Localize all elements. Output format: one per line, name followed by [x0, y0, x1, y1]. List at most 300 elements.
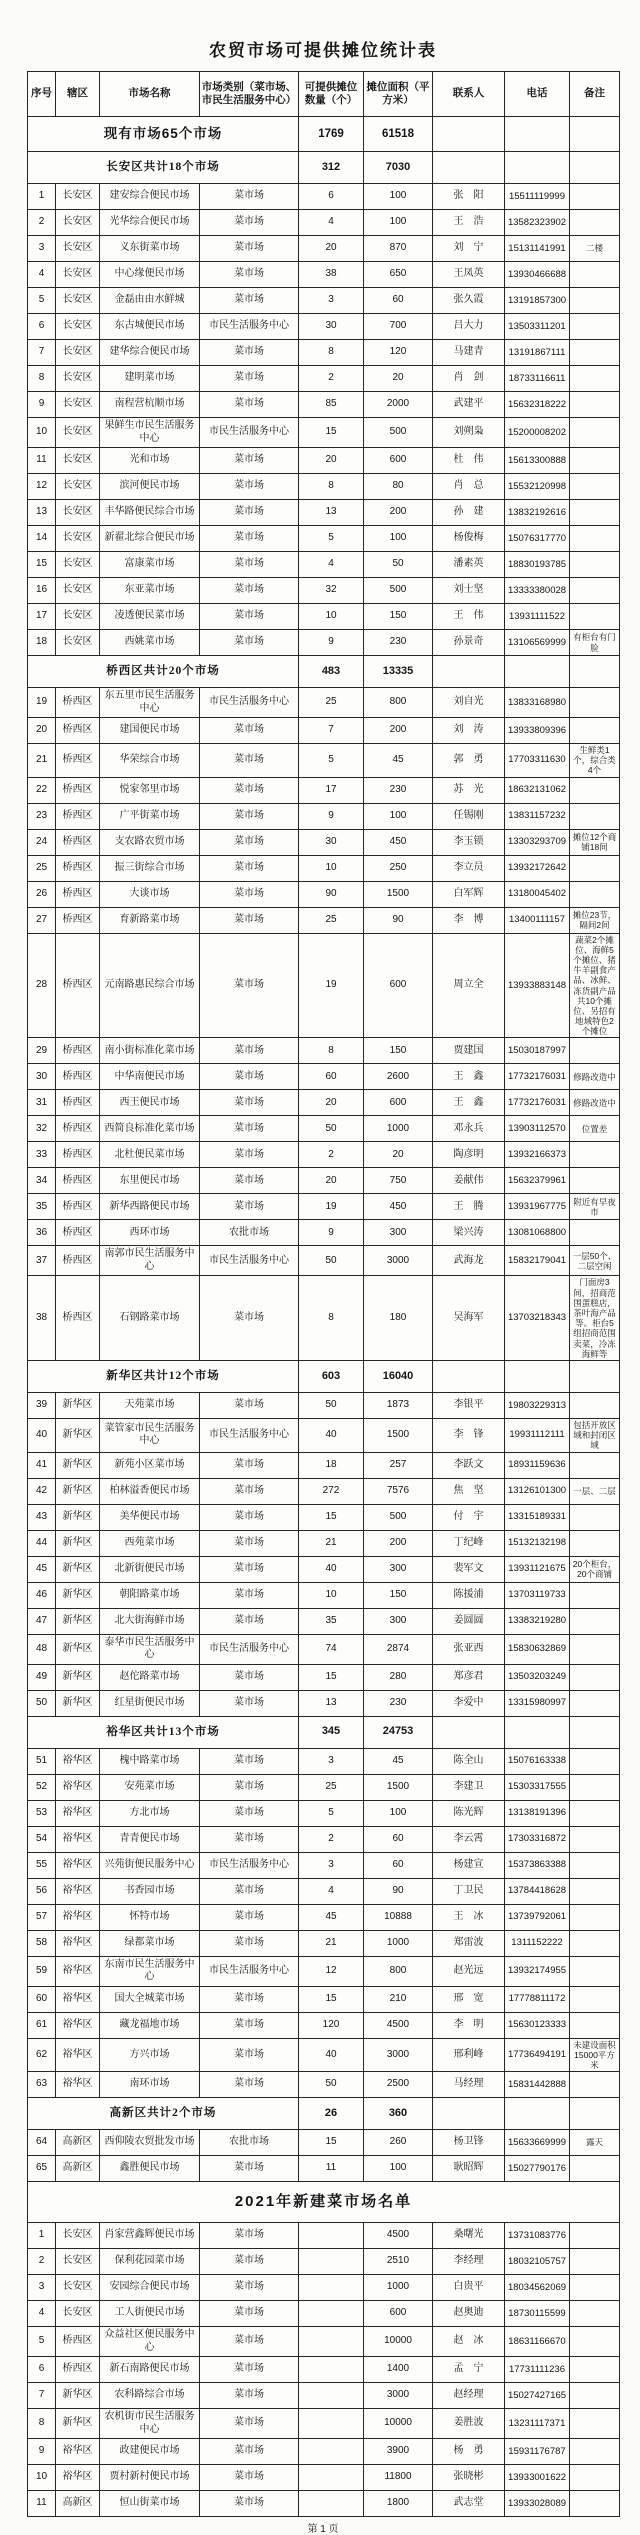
- cell-phone-empty: [505, 2098, 570, 2130]
- cell-district: 长安区: [56, 630, 100, 656]
- cell-phone: 13932174955: [505, 1956, 570, 1986]
- column-header-category: 市场类别（菜市场、市民生活服务中心）: [200, 72, 299, 117]
- cell-market-name: 支农路农贸市场: [100, 829, 200, 855]
- cell-category: 市民生活服务中心: [200, 314, 299, 340]
- cell-no: 25: [28, 855, 56, 881]
- cell-phone: 15030187997: [505, 1038, 570, 1064]
- cell-stall-count: 20: [299, 236, 364, 262]
- cell-district: 桥西区: [56, 1142, 100, 1168]
- table-row: [28, 552, 620, 578]
- cell-contact: 王 鑫: [433, 1090, 505, 1116]
- cell-market-name: 西姚菜市场: [100, 630, 200, 656]
- table-row: [28, 314, 620, 340]
- cell-stall-count: 272: [299, 1478, 364, 1504]
- cell-stall-count: 18: [299, 1452, 364, 1478]
- cell-market-name: 红星街便民市场: [100, 1690, 200, 1716]
- table-row: [28, 1826, 620, 1852]
- cell-category: 市民生活服务中心: [200, 1246, 299, 1276]
- cell-note: 位置差: [570, 1116, 620, 1142]
- table-row: [28, 2275, 620, 2301]
- cell-stall-area: 11800: [364, 2465, 433, 2491]
- table-row: [28, 474, 620, 500]
- cell-market-name: 东古城便民市场: [100, 314, 200, 340]
- table-row: [28, 2130, 620, 2156]
- cell-phone: 15630123333: [505, 2012, 570, 2038]
- cell-phone-empty: [505, 1716, 570, 1748]
- cell-stall-area: 100: [364, 184, 433, 210]
- cell-no: 27: [28, 907, 56, 933]
- cell-no: 44: [28, 1530, 56, 1556]
- table-row: [28, 1142, 620, 1168]
- cell-no: 40: [28, 1418, 56, 1452]
- cell-category: 菜市场: [200, 2249, 299, 2275]
- cell-no: 2: [28, 2249, 56, 2275]
- cell-phone: 17778811172: [505, 1986, 570, 2012]
- cell-stall-count: 9: [299, 803, 364, 829]
- cell-market-name: 恒山街菜市场: [100, 2491, 200, 2517]
- cell-contact: 李建卫: [433, 1774, 505, 1800]
- cell-note: 蔬菜2个摊位、海鲜5个摊位、猪牛羊副食产品、冰鲜、冻货副产品共10个摊位、另招有地域特色2个摊位: [570, 933, 620, 1038]
- cell-stall-area: 60: [364, 288, 433, 314]
- cell-market-name: 肖家营鑫辉便民市场: [100, 2223, 200, 2249]
- cell-note: [570, 210, 620, 236]
- cell-market-name: 中心缘便民市场: [100, 262, 200, 288]
- cell-stall-area: 500: [364, 418, 433, 448]
- cell-stall-area: 600: [364, 933, 433, 1038]
- cell-stall-count: 4: [299, 552, 364, 578]
- cell-district: 新华区: [56, 1478, 100, 1504]
- cell-note-empty: [570, 152, 620, 184]
- cell-no: 35: [28, 1194, 56, 1220]
- group-label: 长安区共计18个市场: [28, 152, 299, 184]
- cell-market-name: 保利花园菜市场: [100, 2249, 200, 2275]
- cell-stall-area: 500: [364, 578, 433, 604]
- cell-contact-empty: [433, 1360, 505, 1392]
- cell-no: 42: [28, 1478, 56, 1504]
- cell-contact-empty: [433, 1716, 505, 1748]
- table-row: [28, 1116, 620, 1142]
- cell-phone: 18931159636: [505, 1452, 570, 1478]
- cell-phone: 18730115599: [505, 2301, 570, 2327]
- cell-note: 修路改造中: [570, 1090, 620, 1116]
- cell-market-name: 鑫胜便民市场: [100, 2156, 200, 2182]
- cell-market-name: 石钢路菜市场: [100, 1276, 200, 1361]
- cell-category: 菜市场: [200, 1478, 299, 1504]
- column-header-phone: 电话: [505, 72, 570, 117]
- cell-no: 38: [28, 1276, 56, 1361]
- cell-district: 裕华区: [56, 2072, 100, 2098]
- table-row: [28, 688, 620, 718]
- cell-district: 桥西区: [56, 829, 100, 855]
- cell-stall-count: 35: [299, 1608, 364, 1634]
- cell-stall-area: 650: [364, 262, 433, 288]
- column-header-stall-area: 摊位面积（平方米）: [364, 72, 433, 117]
- table-row: [28, 1220, 620, 1246]
- cell-stall-area: 1000: [364, 2275, 433, 2301]
- cell-market-name: 南郭市民生活服务中心: [100, 1246, 200, 1276]
- cell-phone: 13503203249: [505, 1664, 570, 1690]
- cell-note: [570, 881, 620, 907]
- cell-note: [570, 2012, 620, 2038]
- cell-category: 菜市场: [200, 1064, 299, 1090]
- cell-contact: 陶彦明: [433, 1142, 505, 1168]
- cell-stall-area: 230: [364, 777, 433, 803]
- table-row: [28, 1956, 620, 1986]
- section-row: [28, 152, 620, 184]
- cell-phone: 15632318222: [505, 392, 570, 418]
- cell-phone-empty: [505, 1360, 570, 1392]
- cell-stall-area: 150: [364, 1582, 433, 1608]
- cell-note: [570, 1748, 620, 1774]
- cell-category: 菜市场: [200, 1556, 299, 1582]
- banner-title: 2021年新建菜市场名单: [28, 2182, 620, 2223]
- cell-phone: 17736494191: [505, 2038, 570, 2072]
- table-row: [28, 2301, 620, 2327]
- cell-phone: 18632131062: [505, 777, 570, 803]
- table-row: [28, 604, 620, 630]
- table-row: [28, 236, 620, 262]
- cell-market-name: 建华综合便民市场: [100, 340, 200, 366]
- cell-contact: 焦 坚: [433, 1478, 505, 1504]
- cell-contact: 李 明: [433, 2012, 505, 2038]
- cell-stall-count: 4: [299, 1878, 364, 1904]
- cell-contact: 李爱中: [433, 1690, 505, 1716]
- cell-district: 裕华区: [56, 2439, 100, 2465]
- cell-note: [570, 688, 620, 718]
- cell-stall-count: 40: [299, 2038, 364, 2072]
- cell-district: 新华区: [56, 1608, 100, 1634]
- market-stall-table: [27, 71, 620, 2517]
- cell-district: 长安区: [56, 526, 100, 552]
- cell-category: 农批市场: [200, 2130, 299, 2156]
- cell-market-name: 赵佗路菜市场: [100, 1664, 200, 1690]
- cell-market-name: 果鲜生市民生活服务中心: [100, 418, 200, 448]
- cell-phone: 13231117371: [505, 2409, 570, 2439]
- section-row: [28, 1360, 620, 1392]
- cell-no: 64: [28, 2130, 56, 2156]
- cell-phone: 17703311630: [505, 744, 570, 778]
- cell-no: 59: [28, 1956, 56, 1986]
- cell-category: 菜市场: [200, 604, 299, 630]
- cell-stall-count: 50: [299, 2072, 364, 2098]
- cell-market-name: 金磊由由水鲜城: [100, 288, 200, 314]
- cell-district: 新华区: [56, 1452, 100, 1478]
- cell-note: [570, 288, 620, 314]
- cell-category: 菜市场: [200, 236, 299, 262]
- cell-stall-area: 870: [364, 236, 433, 262]
- table-row: [28, 1904, 620, 1930]
- cell-no: 43: [28, 1504, 56, 1530]
- cell-district: 桥西区: [56, 907, 100, 933]
- cell-category: 菜市场: [200, 288, 299, 314]
- cell-note: [570, 1956, 620, 1986]
- cell-district: 长安区: [56, 210, 100, 236]
- cell-note: [570, 1634, 620, 1664]
- cell-stall-count: 8: [299, 1276, 364, 1361]
- cell-market-name: 东南市民生活服务中心: [100, 1956, 200, 1986]
- cell-contact: 李云霄: [433, 1826, 505, 1852]
- cell-market-name: 丰华路便民综合市场: [100, 500, 200, 526]
- cell-no: 20: [28, 718, 56, 744]
- table-row: [28, 1664, 620, 1690]
- cell-stall-area: 1500: [364, 881, 433, 907]
- cell-stall-count: 25: [299, 907, 364, 933]
- page-title: 农贸市场可提供摊位统计表: [209, 41, 437, 60]
- cell-note: [570, 526, 620, 552]
- cell-stall-count: [299, 2223, 364, 2249]
- cell-note: [570, 2072, 620, 2098]
- table-row: [28, 1556, 620, 1582]
- cell-note: [570, 1774, 620, 1800]
- cell-market-name: 西苑菜市场: [100, 1530, 200, 1556]
- cell-district: 长安区: [56, 340, 100, 366]
- cell-no: 23: [28, 803, 56, 829]
- group-label: 裕华区共计13个市场: [28, 1716, 299, 1748]
- section-row: [28, 656, 620, 688]
- cell-stall-count: 17: [299, 777, 364, 803]
- cell-stall-count: 8: [299, 1038, 364, 1064]
- table-row: [28, 262, 620, 288]
- cell-market-name: 农机街市民生活服务中心: [100, 2409, 200, 2439]
- cell-note: [570, 1504, 620, 1530]
- cell-no: 45: [28, 1556, 56, 1582]
- cell-note: [570, 262, 620, 288]
- cell-district: 桥西区: [56, 855, 100, 881]
- cell-no: 6: [28, 2357, 56, 2383]
- cell-district: 长安区: [56, 474, 100, 500]
- cell-contact: 赵经理: [433, 2383, 505, 2409]
- cell-category: 菜市场: [200, 262, 299, 288]
- cell-stall-count: 6: [299, 184, 364, 210]
- cell-phone: 15027790176: [505, 2156, 570, 2182]
- cell-district: 长安区: [56, 500, 100, 526]
- cell-district: 桥西区: [56, 2327, 100, 2357]
- cell-stall-count: 12: [299, 1956, 364, 1986]
- cell-contact: 孟 宁: [433, 2357, 505, 2383]
- cell-district: 裕华区: [56, 1986, 100, 2012]
- cell-contact: 周立全: [433, 933, 505, 1038]
- cell-market-name: 光华综合便民市场: [100, 210, 200, 236]
- cell-stall-area: 2600: [364, 1064, 433, 1090]
- cell-contact: 王 浩: [433, 210, 505, 236]
- cell-stall-area: 60: [364, 1826, 433, 1852]
- cell-market-name: 华荣综合市场: [100, 744, 200, 778]
- cell-contact: 吴海军: [433, 1276, 505, 1361]
- cell-district: 裕华区: [56, 1852, 100, 1878]
- table-row: [28, 1452, 620, 1478]
- table-row: [28, 2409, 620, 2439]
- cell-note: [570, 1608, 620, 1634]
- table-row: [28, 184, 620, 210]
- cell-district: 裕华区: [56, 2038, 100, 2072]
- cell-district: 新华区: [56, 2409, 100, 2439]
- cell-no: 2: [28, 210, 56, 236]
- cell-note: [570, 1392, 620, 1418]
- cell-phone: 13106569999: [505, 630, 570, 656]
- cell-note: [570, 1800, 620, 1826]
- cell-phone: 15613300888: [505, 448, 570, 474]
- cell-phone: 17732176031: [505, 1064, 570, 1090]
- cell-market-name: 朝阳路菜市场: [100, 1582, 200, 1608]
- cell-phone: 18733116611: [505, 366, 570, 392]
- cell-phone: 1311152222: [505, 1930, 570, 1956]
- cell-market-name: 悦家邻里市场: [100, 777, 200, 803]
- cell-no: 26: [28, 881, 56, 907]
- cell-category: 菜市场: [200, 2357, 299, 2383]
- cell-no: 1: [28, 2223, 56, 2249]
- group-stall-area: 360: [364, 2098, 433, 2130]
- cell-stall-count: 8: [299, 474, 364, 500]
- cell-market-name: 大谈市场: [100, 881, 200, 907]
- cell-contact: 马经理: [433, 2072, 505, 2098]
- group-stall-area: 16040: [364, 1360, 433, 1392]
- cell-phone: 13930466688: [505, 262, 570, 288]
- cell-phone: 15511119999: [505, 184, 570, 210]
- cell-note-empty: [570, 1360, 620, 1392]
- cell-district: 长安区: [56, 314, 100, 340]
- cell-contact: 张久霞: [433, 288, 505, 314]
- table-row: [28, 448, 620, 474]
- cell-category: 菜市场: [200, 1392, 299, 1418]
- cell-stall-count: 5: [299, 744, 364, 778]
- cell-note: 摊位12个商铺18间: [570, 829, 620, 855]
- cell-phone: 15076163338: [505, 1748, 570, 1774]
- cell-contact: 王 伟: [433, 604, 505, 630]
- cell-district: 裕华区: [56, 1956, 100, 1986]
- cell-stall-count: 2: [299, 1826, 364, 1852]
- cell-contact: 郑雷波: [433, 1930, 505, 1956]
- cell-category: 菜市场: [200, 1194, 299, 1220]
- cell-market-name: 安园综合便民市场: [100, 2275, 200, 2301]
- cell-stall-area: 600: [364, 448, 433, 474]
- cell-contact-empty: [433, 656, 505, 688]
- cell-market-name: 东亚菜市场: [100, 578, 200, 604]
- cell-no: 4: [28, 262, 56, 288]
- cell-stall-count: 30: [299, 829, 364, 855]
- cell-category: 菜市场: [200, 1504, 299, 1530]
- cell-market-name: 北新街便民市场: [100, 1556, 200, 1582]
- cell-no: 17: [28, 604, 56, 630]
- cell-stall-area: 3000: [364, 2038, 433, 2072]
- cell-phone-empty: [505, 152, 570, 184]
- cell-no: 21: [28, 744, 56, 778]
- cell-district: 桥西区: [56, 1064, 100, 1090]
- cell-phone: 13180045402: [505, 881, 570, 907]
- cell-category: 市民生活服务中心: [200, 688, 299, 718]
- cell-district: 新华区: [56, 1664, 100, 1690]
- cell-district: 新华区: [56, 1582, 100, 1608]
- cell-market-name: 藏龙福地市场: [100, 2012, 200, 2038]
- cell-category: 菜市场: [200, 448, 299, 474]
- table-row: [28, 1986, 620, 2012]
- table-row: [28, 1930, 620, 1956]
- cell-market-name: 北杜便民菜市场: [100, 1142, 200, 1168]
- cell-note: [570, 604, 620, 630]
- table-row: [28, 288, 620, 314]
- cell-phone: 13931111522: [505, 604, 570, 630]
- cell-phone: 13315980997: [505, 1690, 570, 1716]
- cell-stall-count: [299, 2301, 364, 2327]
- cell-market-name: 西环市场: [100, 1220, 200, 1246]
- cell-stall-area: 1500: [364, 1418, 433, 1452]
- cell-stall-count: 5: [299, 1800, 364, 1826]
- cell-market-name: 义东街菜市场: [100, 236, 200, 262]
- group-label: 现有市场65个市场: [28, 117, 299, 152]
- cell-contact: 白军辉: [433, 881, 505, 907]
- cell-note: 修路改造中: [570, 1064, 620, 1090]
- table-header-row: [28, 72, 620, 117]
- cell-note: [570, 366, 620, 392]
- cell-no: 11: [28, 2491, 56, 2517]
- cell-market-name: 众益社区便民服务中心: [100, 2327, 200, 2357]
- cell-phone: 15931176787: [505, 2439, 570, 2465]
- cell-stall-count: 38: [299, 262, 364, 288]
- cell-note: [570, 552, 620, 578]
- cell-category: 菜市场: [200, 526, 299, 552]
- cell-no: 13: [28, 500, 56, 526]
- table-row: [28, 1246, 620, 1276]
- cell-stall-area: 20: [364, 1142, 433, 1168]
- cell-category: 菜市场: [200, 1116, 299, 1142]
- cell-district: 桥西区: [56, 688, 100, 718]
- cell-category: 菜市场: [200, 1038, 299, 1064]
- cell-category: 菜市场: [200, 881, 299, 907]
- cell-category: 菜市场: [200, 2383, 299, 2409]
- group-stall-count: 345: [299, 1716, 364, 1748]
- cell-note: 露天: [570, 2130, 620, 2156]
- cell-market-name: 东里便民市场: [100, 1168, 200, 1194]
- cell-phone: 13832192616: [505, 500, 570, 526]
- cell-market-name: 新石南路便民市场: [100, 2357, 200, 2383]
- cell-note: [570, 718, 620, 744]
- cell-no: 32: [28, 1116, 56, 1142]
- cell-note: 门面房3间，招商范围蛋糕店，茶叶海产品等。柜台5组招商范围卖菜，冷冻海鲜等: [570, 1276, 620, 1361]
- cell-stall-area: 1000: [364, 1930, 433, 1956]
- table-row: [28, 630, 620, 656]
- cell-stall-area: 200: [364, 1530, 433, 1556]
- cell-note: [570, 777, 620, 803]
- table-row: [28, 2465, 620, 2491]
- cell-market-name: 元南路惠民综合市场: [100, 933, 200, 1038]
- cell-phone: 15830632869: [505, 1634, 570, 1664]
- cell-stall-area: 90: [364, 1878, 433, 1904]
- cell-category: 菜市场: [200, 744, 299, 778]
- cell-no: 22: [28, 777, 56, 803]
- cell-stall-count: 19: [299, 1194, 364, 1220]
- cell-market-name: 新华西路便民市场: [100, 1194, 200, 1220]
- cell-category: 菜市场: [200, 907, 299, 933]
- cell-district: 长安区: [56, 448, 100, 474]
- cell-stall-count: [299, 2491, 364, 2517]
- table-row: [28, 2491, 620, 2517]
- cell-stall-area: 100: [364, 2156, 433, 2182]
- table-row: [28, 210, 620, 236]
- cell-market-name: 方兴市场: [100, 2038, 200, 2072]
- cell-stall-count: 21: [299, 1930, 364, 1956]
- group-stall-area: 24753: [364, 1716, 433, 1748]
- cell-stall-count: 9: [299, 1220, 364, 1246]
- cell-contact: 刘 涛: [433, 718, 505, 744]
- cell-district: 桥西区: [56, 777, 100, 803]
- cell-category: 菜市场: [200, 777, 299, 803]
- cell-note: [570, 1852, 620, 1878]
- cell-phone: 19803229313: [505, 1392, 570, 1418]
- cell-phone: 18032105757: [505, 2249, 570, 2275]
- cell-no: 24: [28, 829, 56, 855]
- cell-contact: 张晓彬: [433, 2465, 505, 2491]
- cell-no: 34: [28, 1168, 56, 1194]
- cell-stall-count: 10: [299, 1582, 364, 1608]
